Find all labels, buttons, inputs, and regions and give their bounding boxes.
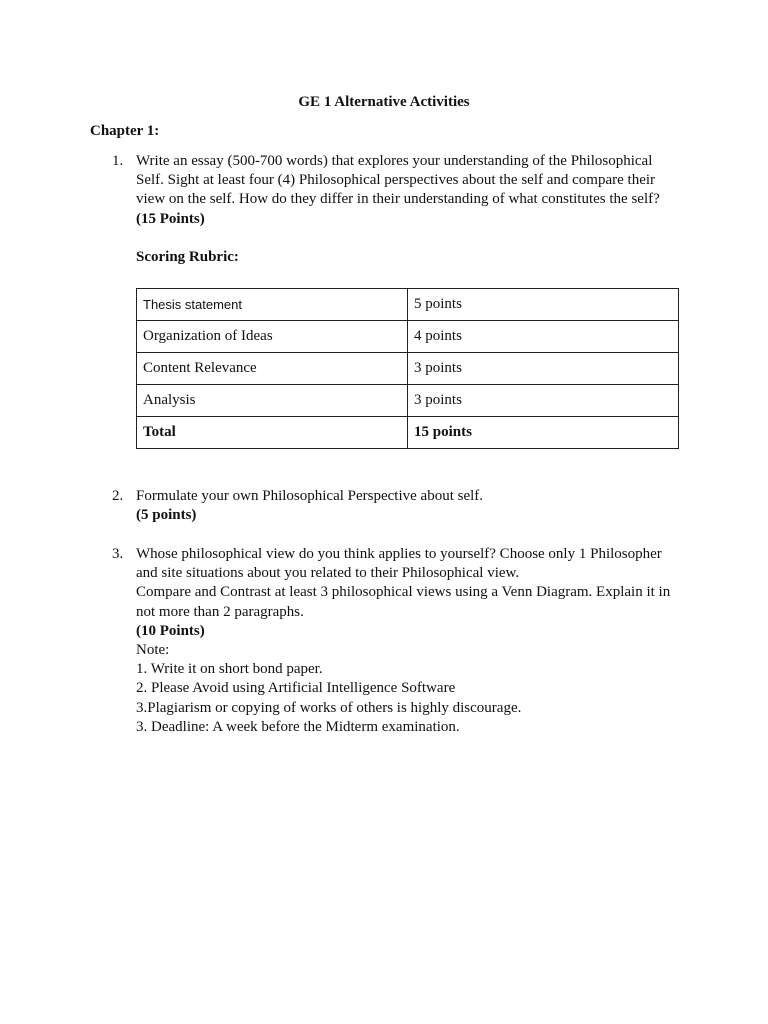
item-text	[136, 487, 686, 525]
criterion-cell: Analysis	[137, 385, 408, 417]
item-text	[136, 545, 686, 737]
points-cell: 4 points	[408, 321, 679, 353]
item-text	[136, 152, 686, 229]
item-number: 3.	[112, 546, 124, 562]
item-number: 2.	[112, 488, 124, 504]
item-points: (10 Points)	[136, 622, 205, 639]
table-row	[137, 385, 679, 417]
chapter-heading: Chapter 1:	[90, 123, 160, 139]
note-line: 1. Write it on short bond paper.	[136, 661, 323, 678]
document-title: GE 1 Alternative Activities	[298, 94, 470, 110]
text-line: Write an essay (500-700 words) that explores your understanding of the Philosophical	[136, 153, 653, 169]
note-line: 2. Please Avoid using Artificial Intelligence Software	[136, 680, 456, 697]
total-points-cell: 15 points	[408, 417, 679, 449]
text-line: Compare and Contrast at least 3 philosophical views using a Venn Diagram. Explain it in	[136, 584, 671, 601]
rubric-heading: Scoring Rubric:	[136, 249, 239, 265]
table-row	[137, 289, 679, 321]
item-number: 1.	[112, 153, 124, 169]
text-line: view on the self. How do they differ in their understanding of what constitutes the self?	[136, 191, 660, 208]
criterion-cell: Organization of Ideas	[137, 321, 408, 353]
rubric-table	[136, 288, 679, 449]
note-label: Note:	[136, 642, 170, 659]
note-line: 3.Plagiarism or copying of works of others is highly discourage.	[136, 699, 522, 716]
item-points: (5 points)	[136, 507, 197, 524]
table-row	[137, 353, 679, 385]
text-line: Formulate your own Philosophical Perspective about self.	[136, 488, 484, 504]
points-cell: 3 points	[408, 353, 679, 385]
text-line: Whose philosophical view do you think applies to yourself? Choose only 1 Philosopher	[136, 546, 662, 562]
text-line: and site situations about you related to their Philosophical view.	[136, 565, 520, 582]
total-label-cell: Total	[137, 417, 408, 449]
item-points: (15 Points)	[136, 210, 205, 227]
note-line: 3. Deadline: A week before the Midterm examination.	[136, 718, 460, 735]
points-cell: 3 points	[408, 385, 679, 417]
criterion-cell: Thesis statement	[137, 289, 408, 321]
criterion-cell: Content Relevance	[137, 353, 408, 385]
text-line: Self. Sight at least four (4) Philosophical perspectives about the self and compare their	[136, 172, 656, 189]
text-line: not more than 2 paragraphs.	[136, 603, 304, 620]
table-row	[137, 321, 679, 353]
total-row	[137, 417, 679, 449]
points-cell: 5 points	[408, 289, 679, 321]
